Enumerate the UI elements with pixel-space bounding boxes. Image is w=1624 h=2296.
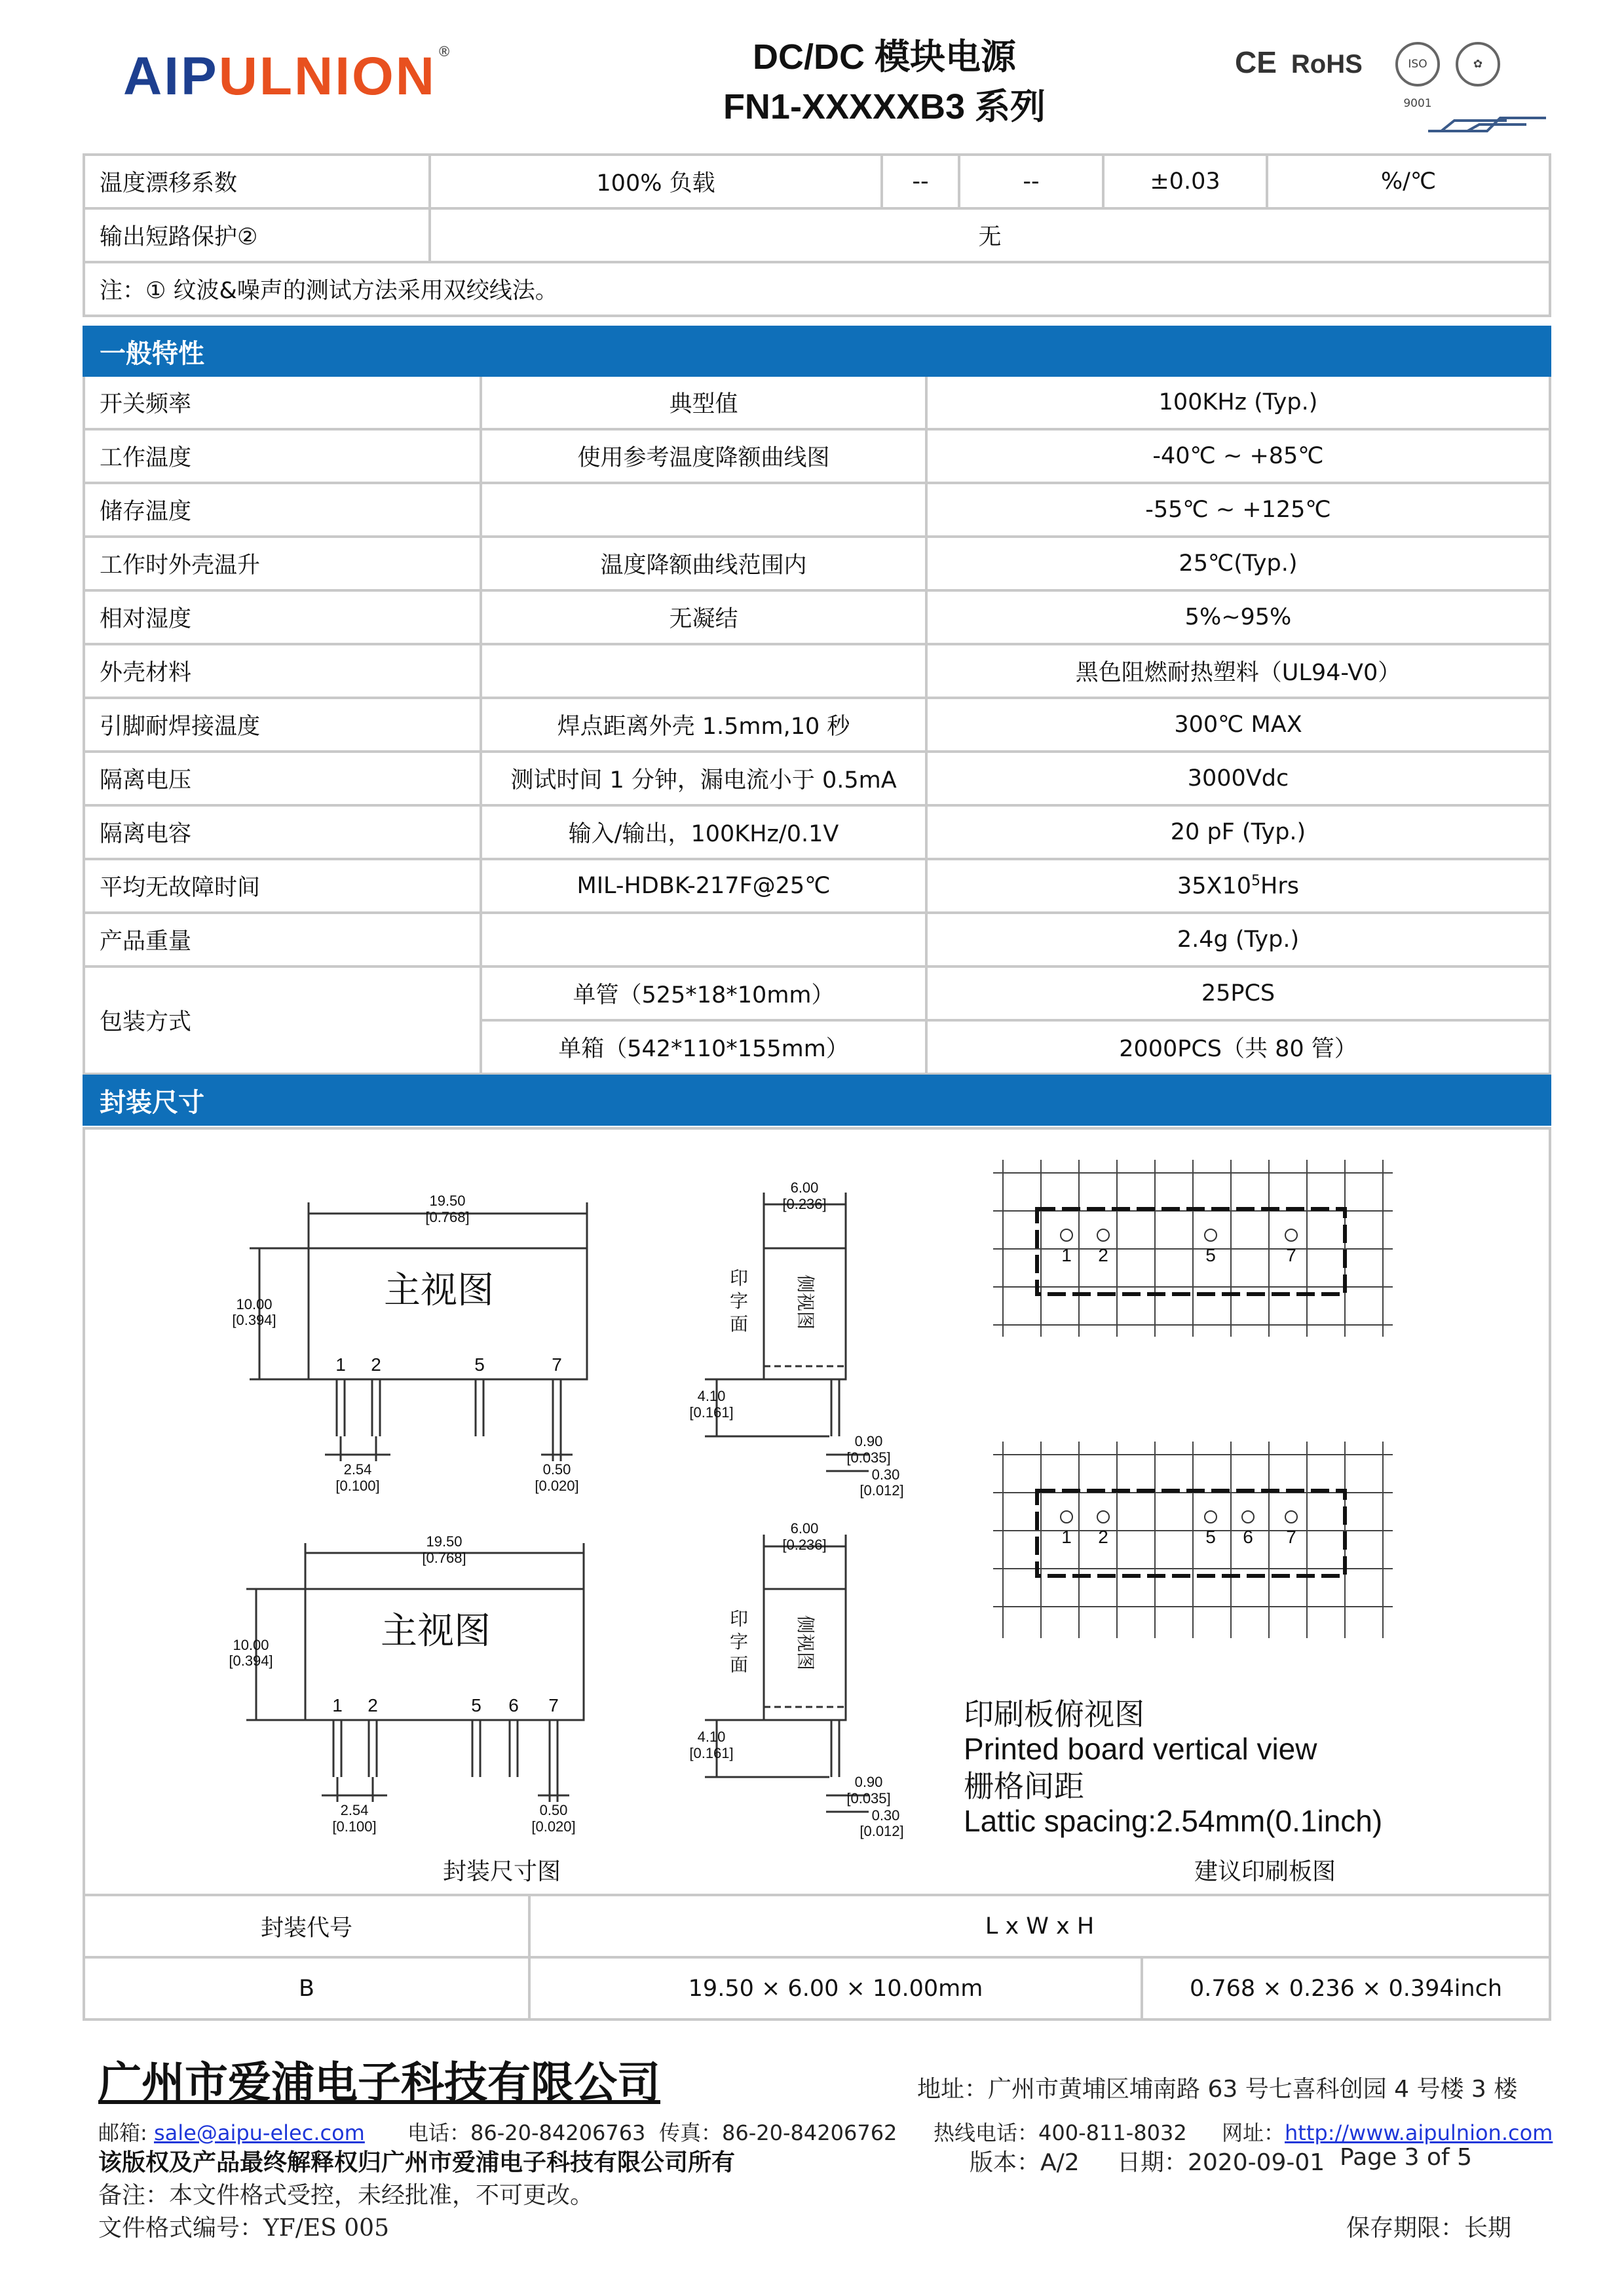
table-note-row <box>84 262 1550 316</box>
iso-badge-icon: ISO 9001 <box>1395 42 1440 86</box>
table-row <box>84 913 1550 966</box>
svg-text:印: 印 <box>729 1268 749 1288</box>
doc-title: DC/DC 模块电源 <box>753 37 1016 77</box>
table-cell: 2.4g (Typ.) <box>926 913 1550 966</box>
table-row <box>84 590 1550 644</box>
svg-text:5: 5 <box>471 1695 482 1715</box>
table-cell: %/℃ <box>1267 155 1550 208</box>
footer-company-name: 广州市爱浦电子科技有限公司 <box>98 2057 660 2108</box>
footer-form-number: 文件格式编号：YF/ES 005 <box>98 2215 389 2242</box>
circuit-decoration-icon <box>1428 111 1546 138</box>
svg-text:7: 7 <box>552 1354 562 1375</box>
ce-mark: CE <box>1235 45 1277 79</box>
pcb-grid-a <box>993 1160 1393 1337</box>
svg-text:4.10: 4.10 <box>697 1729 726 1745</box>
svg-text:[0.236]: [0.236] <box>782 1196 827 1212</box>
cert-seal-icon: ✿ <box>1456 42 1500 86</box>
table-cell: 单管（525*18*10mm） <box>481 966 926 1020</box>
footer-version: 版本：A/2 <box>970 2149 1080 2176</box>
table-cell: 输入/输出，100KHz/0.1V <box>481 805 926 859</box>
dim-pitch-label: 2.54 <box>343 1461 372 1478</box>
svg-text:1: 1 <box>1061 1245 1072 1265</box>
svg-text:7: 7 <box>548 1695 559 1715</box>
table-row <box>84 644 1550 698</box>
svg-text:印: 印 <box>729 1609 749 1629</box>
table-cell: 19.50 × 6.00 × 10.00mm <box>529 1957 1142 2019</box>
table-note: 注：① 纹波&噪声的测试方法采用双绞线法。 <box>84 262 1550 316</box>
svg-text:[0.035]: [0.035] <box>846 1790 891 1807</box>
certification-marks <box>1235 45 1363 80</box>
svg-text:[0.161]: [0.161] <box>689 1745 734 1761</box>
footer-date: 日期：2020-09-01 <box>1117 2149 1325 2176</box>
table-row <box>84 1957 1550 2019</box>
footer-retention: 保存期限：长期 <box>1346 2215 1512 2242</box>
svg-text:[0.100]: [0.100] <box>332 1818 377 1835</box>
footer-tel: 电话：86-20-84206763 <box>407 2120 646 2145</box>
table-cell: -- <box>959 155 1103 208</box>
table-cell: 外壳材料 <box>84 644 481 698</box>
email-link[interactable]: sale@aipu-elec.com <box>153 2120 365 2145</box>
svg-text:0.30: 0.30 <box>871 1466 900 1483</box>
footer-copyright: 该版权及产品最终解释权归广州市爱浦电子科技有限公司所有 <box>98 2149 736 2176</box>
table-cell: 3000Vdc <box>926 752 1550 805</box>
table-row <box>84 698 1550 752</box>
footer-page-number: Page 3 of 5 <box>1340 2144 1472 2171</box>
svg-text:1: 1 <box>332 1695 343 1715</box>
svg-text:0.50: 0.50 <box>539 1802 568 1818</box>
table-cell: 25℃(Typ.) <box>926 537 1550 590</box>
svg-text:5: 5 <box>1205 1245 1216 1265</box>
svg-text:字: 字 <box>729 1632 749 1652</box>
table-row <box>84 537 1550 590</box>
pcb-caption-en: Printed board vertical view <box>964 1732 1317 1766</box>
svg-text:[0.020]: [0.020] <box>535 1478 579 1494</box>
section-title-package: 封装尺寸 <box>84 1076 1550 1124</box>
table-cell: 隔离电压 <box>84 752 481 805</box>
table-cell: 隔离电容 <box>84 805 481 859</box>
svg-text:面: 面 <box>729 1655 749 1675</box>
svg-text:7: 7 <box>1286 1527 1296 1547</box>
table-row <box>84 208 1550 262</box>
table-cell: 包装方式 <box>84 966 481 1074</box>
svg-text:0.30: 0.30 <box>871 1807 900 1824</box>
table-cell: MIL-HDBK-217F@25℃ <box>481 859 926 913</box>
table-cell <box>481 913 926 966</box>
website-link[interactable]: http://www.aipulnion.com <box>1285 2120 1553 2145</box>
package-section <box>83 1075 1551 1126</box>
table-cell: 5%~95% <box>926 590 1550 644</box>
svg-text:2: 2 <box>1098 1527 1108 1547</box>
svg-text:2.54: 2.54 <box>340 1802 369 1818</box>
pcb-grid-b <box>993 1442 1393 1638</box>
table-cell: 平均无故障时间 <box>84 859 481 913</box>
table-cell: 引脚耐焊接温度 <box>84 698 481 752</box>
footer-email: 邮箱: sale@aipu-elec.com <box>98 2120 365 2145</box>
table-cell: 相对湿度 <box>84 590 481 644</box>
svg-text:2: 2 <box>371 1354 381 1375</box>
dim-length-label: 19.50 <box>429 1193 466 1209</box>
general-spec-table <box>83 326 1551 1075</box>
svg-text:[0.035]: [0.035] <box>846 1449 891 1466</box>
table-cell: 封装代号 <box>84 1895 529 1957</box>
svg-text:[0.012]: [0.012] <box>859 1482 904 1499</box>
table-cell: 25PCS <box>926 966 1550 1020</box>
caption-package-drawing: 封装尺寸图 <box>442 1858 561 1885</box>
table-cell: -55℃ ~ +125℃ <box>926 483 1550 537</box>
table-cell: 焊点距离外壳 1.5mm,10 秒 <box>481 698 926 752</box>
svg-text:[0.768]: [0.768] <box>422 1550 466 1566</box>
svg-text:1: 1 <box>335 1354 346 1375</box>
doc-series: FN1-XXXXXB3 系列 <box>723 87 1046 126</box>
table-cell: B <box>84 1957 529 2019</box>
svg-text:5: 5 <box>1205 1527 1216 1547</box>
svg-text:[0.768]: [0.768] <box>425 1209 470 1225</box>
table-row <box>84 805 1550 859</box>
caption-pcb-drawing: 建议印刷板图 <box>1194 1858 1336 1885</box>
rohs-mark: RoHS <box>1291 50 1363 79</box>
grid-caption-en: Lattic spacing:2.54mm(0.1inch) <box>964 1804 1383 1838</box>
table-cell: 工作温度 <box>84 429 481 483</box>
table-cell: 开关频率 <box>84 375 481 429</box>
svg-text:5: 5 <box>474 1354 485 1375</box>
svg-text:[0.161]: [0.161] <box>689 1404 734 1421</box>
svg-text:2: 2 <box>1098 1245 1108 1265</box>
footer-hotline: 热线电话：400-811-8032 <box>934 2120 1187 2145</box>
dim-pin-length-label: 4.10 <box>697 1388 726 1404</box>
svg-text:[0.394]: [0.394] <box>232 1312 276 1328</box>
grid-caption-cn: 栅格间距 <box>964 1769 1084 1803</box>
footer-fax: 传真：86-20-84206762 <box>659 2120 897 2145</box>
dim-pin-dia-label: 0.50 <box>542 1461 571 1478</box>
table-cell: 100KHz (Typ.) <box>926 375 1550 429</box>
dim-height-label: 10.00 <box>236 1296 273 1312</box>
svg-text:6: 6 <box>1243 1527 1253 1547</box>
table-cell: 单箱（542*110*155mm） <box>481 1020 926 1074</box>
dim-width-label: 6.00 <box>790 1179 819 1196</box>
table-cell: 使用参考温度降额曲线图 <box>481 429 926 483</box>
table-cell: 黑色阻燃耐热塑料（UL94-V0） <box>926 644 1550 698</box>
footer-web: 网址：http://www.aipulnion.com <box>1222 2120 1553 2145</box>
table-row <box>84 966 1550 1020</box>
table-cell: 2000PCS（共 80 管） <box>926 1020 1550 1074</box>
pcb-caption-cn: 印刷板俯视图 <box>964 1697 1144 1731</box>
table-cell: 20 pF (Typ.) <box>926 805 1550 859</box>
table-row <box>84 483 1550 537</box>
table-header-row <box>84 1895 1550 1957</box>
svg-text:2: 2 <box>368 1695 378 1715</box>
table-cell: L x W x H <box>529 1895 1550 1957</box>
svg-text:1: 1 <box>1061 1527 1072 1547</box>
company-logo: AIPULNION ® <box>123 43 452 106</box>
table-cell: 100% 负载 <box>430 155 882 208</box>
table-cell: 典型值 <box>481 375 926 429</box>
svg-text:0.90: 0.90 <box>854 1433 883 1449</box>
footer-remark: 备注：本文件格式受控，未经批准，不可更改。 <box>98 2182 594 2209</box>
svg-text:[0.394]: [0.394] <box>229 1653 273 1669</box>
table-cell: 储存温度 <box>84 483 481 537</box>
table-cell: 无 <box>430 208 1550 262</box>
svg-text:7: 7 <box>1286 1245 1296 1265</box>
output-spec-table <box>83 153 1551 317</box>
svg-text:[0.100]: [0.100] <box>335 1478 380 1494</box>
table-row: 平均无故障时间 MIL-HDBK-217F@25℃ $35X10^5Hrs$ <box>84 859 1550 913</box>
svg-text:10.00: 10.00 <box>233 1637 269 1653</box>
front-view-b-outline <box>305 1589 584 1720</box>
front-view-a-label: 主视图 <box>384 1269 494 1312</box>
svg-text:0.90: 0.90 <box>854 1774 883 1790</box>
svg-text:[0.020]: [0.020] <box>531 1818 576 1835</box>
table-cell: -- <box>882 155 959 208</box>
table-cell: 输出短路保护② <box>84 208 430 262</box>
table-cell: -40℃ ~ +85℃ <box>926 429 1550 483</box>
svg-text:面: 面 <box>729 1314 749 1334</box>
table-cell: 产品重量 <box>84 913 481 966</box>
svg-text:6.00: 6.00 <box>790 1520 819 1537</box>
table-row <box>84 429 1550 483</box>
table-row <box>84 375 1550 429</box>
front-view-a-outline <box>309 1248 587 1379</box>
table-cell: 温度漂移系数 <box>84 155 430 208</box>
table-cell: 0.768 × 0.236 × 0.394inch <box>1142 1957 1550 2019</box>
table-cell: 工作时外壳温升 <box>84 537 481 590</box>
table-cell: ±0.03 <box>1103 155 1267 208</box>
svg-text:[0.236]: [0.236] <box>782 1537 827 1553</box>
table-cell: 300℃ MAX <box>926 698 1550 752</box>
table-row <box>84 752 1550 805</box>
table-cell: 测试时间 1 分钟，漏电流小于 0.5mA <box>481 752 926 805</box>
table-cell <box>481 644 926 698</box>
dimensions-table <box>83 1894 1551 2021</box>
footer-address: 地址：广州市黄埔区埔南路 63 号七喜科创园 4 号楼 3 楼 <box>917 2076 1518 2103</box>
table-cell <box>481 483 926 537</box>
table-cell: 温度降额曲线范围内 <box>481 537 926 590</box>
side-view-b-label: 侧视图 <box>795 1615 816 1671</box>
table-cell: 无凝结 <box>481 590 926 644</box>
package-drawing <box>83 1127 1551 1896</box>
svg-text:字: 字 <box>729 1291 749 1311</box>
front-view-b-label: 主视图 <box>381 1610 491 1653</box>
section-title-general: 一般特性 <box>84 327 1550 375</box>
svg-text:19.50: 19.50 <box>426 1533 463 1550</box>
table-row <box>84 155 1550 208</box>
svg-text:6: 6 <box>508 1695 519 1715</box>
svg-text:[0.012]: [0.012] <box>859 1823 904 1839</box>
side-view-a-label: 侧视图 <box>795 1274 816 1330</box>
